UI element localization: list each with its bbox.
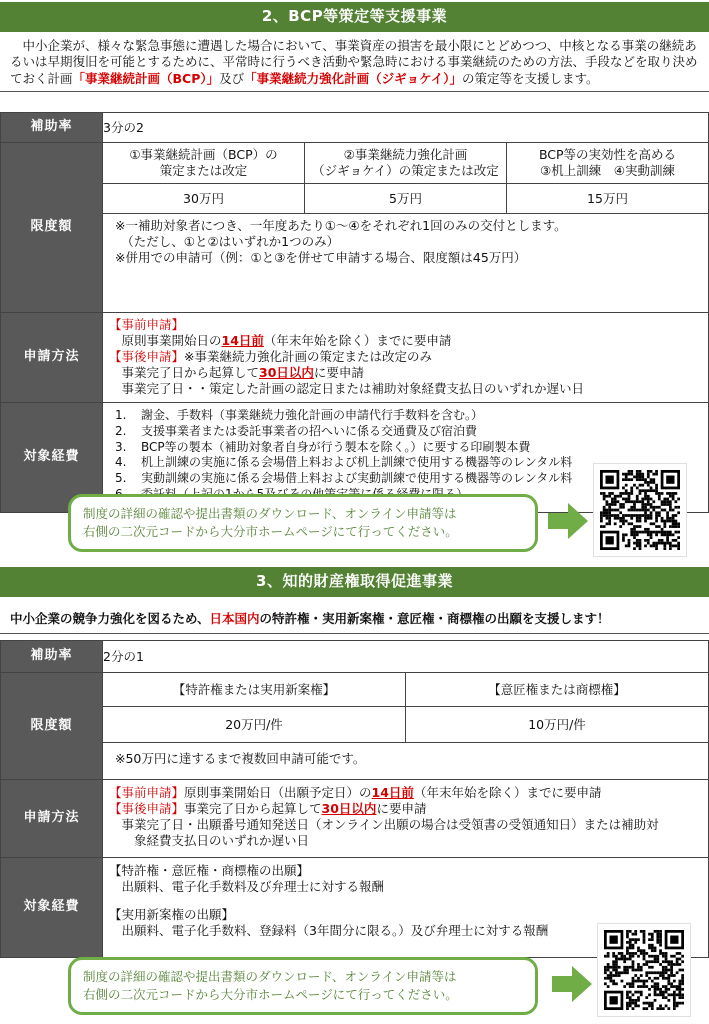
- expense-item-number: 3.: [115, 439, 127, 454]
- pre-apply-tag: 【事前申請】: [109, 317, 185, 332]
- apply-label: 申請方法: [1, 313, 103, 403]
- expense-label: 対象経費: [1, 858, 103, 958]
- limit-value-training: 15万円: [587, 190, 628, 206]
- rate-label: 補助率: [1, 641, 103, 673]
- rate-value: 3分の2: [103, 113, 709, 143]
- expense-item-text: 支援事業者または委託事業者の招へいに係る交通費及び宿泊費: [141, 423, 478, 438]
- cta-line: 制度の詳細の確認や提出書類のダウンロード、オンライン申請等は: [83, 968, 457, 984]
- expense-item: [115, 408, 698, 424]
- expense-item: [115, 440, 698, 456]
- rate-label: 補助率: [1, 113, 103, 143]
- apply-cell: 【事前申請】 原則事業開始日の14日前（年末年始を除く）までに要申請 【事後申請】※事業継続力強化計画の策定または改定のみ 事業完了日から起算して30日以内に要申請 事業完了日・・策定した計画の認定日または補助対象経費支払日のいずれか遅い日: [103, 313, 709, 403]
- qr-code-icon[interactable]: [594, 464, 686, 556]
- qr-code-icon[interactable]: [598, 924, 690, 1016]
- expense-head-patent: 【特許権・意匠権・商標権の出願】: [109, 863, 310, 878]
- section3-title: 3、知的財産権取得促進事業: [0, 567, 709, 597]
- cta-line: 右側の二次元コードから大分市ホームページにて行ってください。: [83, 524, 458, 539]
- section3-table: [0, 640, 709, 958]
- intro-text: 中小企業が、様々な緊急事態に遭遇した場合において、事業資産の損害を最小限にとどめつつ、中核となる事業の継続あるいは早期復旧を可能とするために、平常時に行うべき活動や緊急時における事業継続のための方法、手段などを取り決めておく計画: [10, 38, 698, 86]
- post-apply-deadline: 30日以内: [259, 365, 314, 380]
- expense-item-text: 実動訓練の実施に係る会場借上料および実動訓練で使用する機器等のレンタル料: [141, 471, 573, 486]
- expense-item-text: 机上訓練の実施に係る会場借上料および机上訓練で使用する機器等のレンタル料: [141, 455, 573, 470]
- apply-label: 申請方法: [1, 780, 103, 858]
- pre-apply-deadline: 14日前: [371, 785, 414, 800]
- expense-head-utility: 【実用新案権の出願】: [109, 907, 235, 922]
- limit-head-jigyokei: ②事業継続力強化計画 （ジギョケイ）の策定または改定: [305, 143, 507, 183]
- expense-item-number: 4.: [115, 455, 127, 470]
- expense-item-text: BCP等の製本（補助対象者自身が行う製本を除く。）に要する印刷製本費: [141, 439, 531, 454]
- limit-note: ※50万円に達するまで複数回申請可能です。: [115, 751, 366, 766]
- intro-text: 及び: [219, 70, 245, 86]
- right-arrow-icon: [548, 503, 588, 539]
- expense-item-number: 2.: [115, 423, 127, 438]
- cta-line: 右側の二次元コードから大分市ホームページにて行ってください。: [83, 987, 458, 1002]
- expense-text-patent: 出願料、電子化手数料及び弁理士に対する報酬: [109, 879, 385, 894]
- post-apply-tag: 【事後申請】: [109, 801, 185, 816]
- intro-domestic-highlight: 日本国内: [209, 611, 260, 626]
- limit-cell: [103, 673, 709, 780]
- section2-title: 2、BCP等策定等支援事業: [0, 2, 709, 32]
- rate-value: 2分の1: [103, 641, 709, 673]
- limit-head-design: 【意匠権または商標権】: [488, 681, 626, 697]
- intro-bcp-highlight: 「事業継続計画（BCP）」: [72, 70, 220, 86]
- section2-table: [0, 112, 709, 513]
- apply-cell: 【事前申請】原則事業開始日（出願予定日）の14日前（年末年始を除く）までに要申請 【事後申請】事業完了日から起算して30日以内に要申請 事業完了日・出願番号通知発送日（オンライン出願の場合は受領書の受領通知日）または補助対 象経費支払日のいずれか遅い日: [103, 780, 709, 858]
- cta-line: 制度の詳細の確認や提出書類のダウンロード、オンライン申請等は: [83, 505, 457, 521]
- limit-notes: ※一補助対象者につき、一年度あたり①～④をそれぞれ1回のみの交付とします。 （ただし、①と②はいずれか1つのみ） ※併用での申請可（例：①と③を併せて申請する場合、限度額は45万円）: [115, 218, 567, 265]
- post-apply-tag: 【事後申請】: [109, 349, 185, 364]
- limit-label: 限度額: [1, 143, 103, 313]
- pre-apply-deadline: 14日前: [221, 333, 264, 348]
- expense-text-utility: 出願料、電子化手数料、登録料（3年間分に限る。）及び弁理士に対する報酬: [109, 923, 549, 938]
- intro-text: の策定等を支援します。: [462, 70, 599, 86]
- section2-cta-box: [68, 494, 538, 552]
- limit-value-jigyokei: 5万円: [305, 184, 507, 213]
- post-apply-deadline: 30日以内: [321, 801, 377, 816]
- limit-head-bcp: ①事業継続計画（BCP）の 策定または改定: [103, 143, 305, 183]
- expense-item-number: 1.: [115, 408, 127, 422]
- expense-item: [115, 424, 698, 440]
- limit-value-bcp: 30万円: [103, 184, 305, 213]
- section2-intro: [0, 34, 709, 92]
- right-arrow-icon: [552, 966, 592, 1002]
- limit-label: 限度額: [1, 673, 103, 780]
- expense-item-number: 5.: [115, 471, 127, 486]
- pre-apply-tag: 【事前申請】: [109, 785, 185, 800]
- limit-head-patent: 【特許権または実用新案権】: [103, 673, 406, 706]
- intro-jigyokei-highlight: 「事業継続力強化計画（ジギョケイ）」: [244, 70, 463, 86]
- section3-cta-box: [68, 957, 538, 1015]
- section3-intro: 中小企業の競争力強化を図るため、日本国内の特許権・実用新案権・意匠権・商標権の出願を支援します！: [0, 605, 709, 634]
- limit-cell: [103, 143, 709, 313]
- limit-head-training: BCP等の実効性を高める ③机上訓練 ④実動訓練: [538, 147, 677, 178]
- expense-label: 対象経費: [1, 403, 103, 513]
- expense-item-text: 謝金、手数料（事業継続力強化計画の申請代行手数料を含む。）: [141, 408, 484, 422]
- limit-value-design: 10万円/件: [528, 716, 586, 732]
- limit-value-patent: 20万円/件: [103, 707, 406, 742]
